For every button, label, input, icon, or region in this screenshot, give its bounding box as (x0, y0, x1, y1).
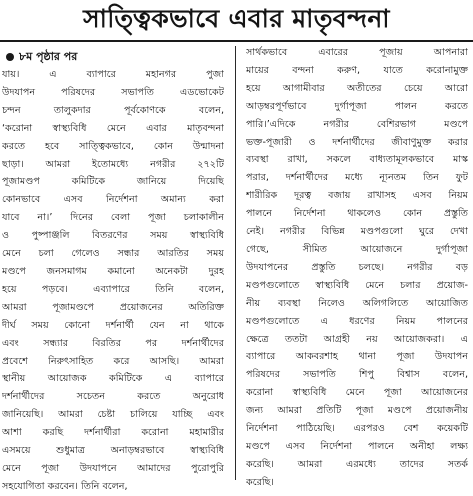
right-column-text (246, 44, 468, 492)
text-line: আড়ম্বরপূর্ণভাবে দুর্গাপূজা পালন করতে (246, 100, 468, 112)
text-line: ছাড়া। আমরা ইতোমধ্যে নগরীর ২৭২টি (2, 158, 224, 170)
text-line: আমরা পূজামণ্ডপে প্রয়োজনের অতিরিক্ত (2, 301, 224, 313)
text-line: এসময়ে শুধুমাত্র অনাড়ম্বরভাবে স্বাস্থ্যবিধি (2, 445, 224, 457)
text-line: করেছি। (246, 476, 274, 488)
text-line: নির্দেশনা পাঠিয়েছি। এরপরও বেশ কয়েকটি (246, 423, 468, 435)
text-line: ও পুষ্পাঞ্জলি বিতরণের সময় স্বাস্থ্যবিধি (2, 230, 224, 242)
text-line: কোনভাবে এসব নির্দেশনা অমান্য করা (2, 194, 224, 206)
article-headline: সাত্ত্বিকভাবে এবার মাতৃবন্দনা (83, 4, 390, 33)
text-line: পরিষদের সভাপতি শিপু বিশ্বাস বলেন, (246, 369, 468, 381)
text-line: প্রবেশে নিরুৎসাহিত করে আসছি। আমরা (2, 355, 224, 367)
left-column-text (2, 66, 224, 496)
text-line: শারীরিক দূরত্ব বজায় রাখাসহ এসব নিয়ম (246, 190, 468, 202)
text-line: এবং সন্ধ্যার বিরতির পর দর্শনার্থীদের (2, 337, 224, 349)
text-line: জানিয়েছি। আমরা চেষ্টা চালিয়ে যাচ্ছি এবং (2, 409, 224, 421)
text-line: পূজামণ্ডপ কমিটিকে জানিয়ে দিয়েছি (2, 176, 224, 188)
text-line: ক্ষেত্রে ততটা আগ্রহী নয় আয়োজকরা। এ (246, 333, 468, 345)
text-line: ব্যাপারে আকবরশাহ থানা পূজা উদযাপন (246, 351, 468, 363)
text-line: দীর্ঘ সময় কোনো দর্শনার্থী যেন না থাকে (2, 319, 224, 331)
text-line: সহযোগিতা করবেন। তিনি বলেন, (2, 480, 128, 492)
text-line: জন্য আমরা প্রতিটি পূজা মণ্ডপে প্রয়োজনীয় (246, 405, 468, 417)
text-line: সার্থকভাবে এবারের পূজায় আপনারা (246, 47, 468, 58)
text-line: পালনে নির্দেশনা থাকলেও কোন প্রস্তুতি (246, 208, 468, 220)
text-line: করোনা স্বাস্থ্যবিধি মেনে পূজা আয়োজনের (246, 387, 468, 399)
text-line: ভক্ত-পূজারী ও দর্শনার্থীদের জীবাণুমুক্ত করার (246, 136, 468, 148)
text-line: আশা করছি দর্শনার্থীরা করোনা মহামারীর (2, 427, 224, 439)
left-column (2, 48, 224, 496)
text-line: উদযাপনের প্রস্তুতি চলছে। নগরীর বড় (246, 261, 468, 273)
headline-rule (0, 40, 473, 42)
text-line: ‘করোনা স্বাস্থ্যবিধি মেনে এবার মাতৃবন্দনা (2, 122, 224, 134)
continuation-label (2, 48, 224, 66)
text-line: নীয় ব্যবস্থা নিলেও অলিগলিতে আয়োজিত (246, 297, 468, 309)
text-line: করেছি। আমরা এরমধ্যে তাদের সতর্ক (246, 458, 468, 470)
text-line: চন্দন তালুকদার পূর্বকোণকে বলেন, (2, 104, 224, 116)
text-line: মেনে পূজা উদযাপনে আমাদের পুরোপুরি (2, 462, 224, 474)
text-line: মণ্ডপে জনসমাগম কমানো অনেকটা দুরহ (2, 265, 224, 277)
bullet-icon (6, 53, 14, 61)
right-column (246, 44, 468, 492)
text-line: পারি।’এদিকে নগরীর বেশিরভাগ মণ্ডপে (246, 118, 468, 130)
text-line: মণ্ডপগুলোতে এ ধরণের নিয়ম পালনের (246, 315, 468, 327)
text-line: স্থানীয় আয়োজক কমিটিকে এ ব্যাপারে (2, 373, 224, 385)
text-line: গেছে, সীমিত আয়োজনে দুর্গাপূজা (246, 243, 468, 255)
text-line: উদযাপন পরিষদের সভাপতি এডভোকেট (2, 86, 224, 98)
text-line: হয়ে পড়বে। এব্যাপারে তিনি বলেন, (2, 283, 224, 295)
text-line: মণ্ডপগুলোতে স্বাস্থ্যবিধি মেনে চলার প্রয়োজ- (246, 279, 468, 291)
text-line: মায়ের বন্দনা করুণ, যাতে করোনামুক্ত (246, 64, 468, 76)
continuation-text: ৮ম পৃষ্ঠার পর (19, 50, 78, 63)
column-divider (235, 46, 236, 480)
text-line: মেনে চলা গেলেও সন্ধার আরতির সময় (2, 248, 224, 260)
text-line: নেই। নগরীর বিভিন্ন মণ্ডপগুলো ঘুরে দেখা (246, 226, 468, 238)
text-line: দর্শনার্থীদের সচেতন করতে অনুরোধ (2, 391, 224, 403)
text-line: মণ্ডপে এসব নির্দেশনা পালনে অনীহা লক্ষ্য (246, 440, 468, 452)
text-line: ব্যবস্থা রাখা, সকলে বাধ্যতামূলকভাবে মাস্ক (246, 154, 468, 166)
text-line: যাবে না।’ দিনের বেলা পূজা চলাকালীন (2, 212, 224, 224)
text-line: পরার, দর্শনার্থীদের মধ্যে ন্যূনতম তিন ফুট (246, 172, 468, 184)
text-line: করতে হবে সাত্ত্বিকভাবে, কোন উন্মাদনা (2, 140, 224, 152)
text-line: হয়ে আগামীবার অতীতের চেয়ে আরো (246, 82, 468, 94)
text-line: যায়। এ ব্যাপারে মহানগর পুজা (2, 69, 224, 80)
